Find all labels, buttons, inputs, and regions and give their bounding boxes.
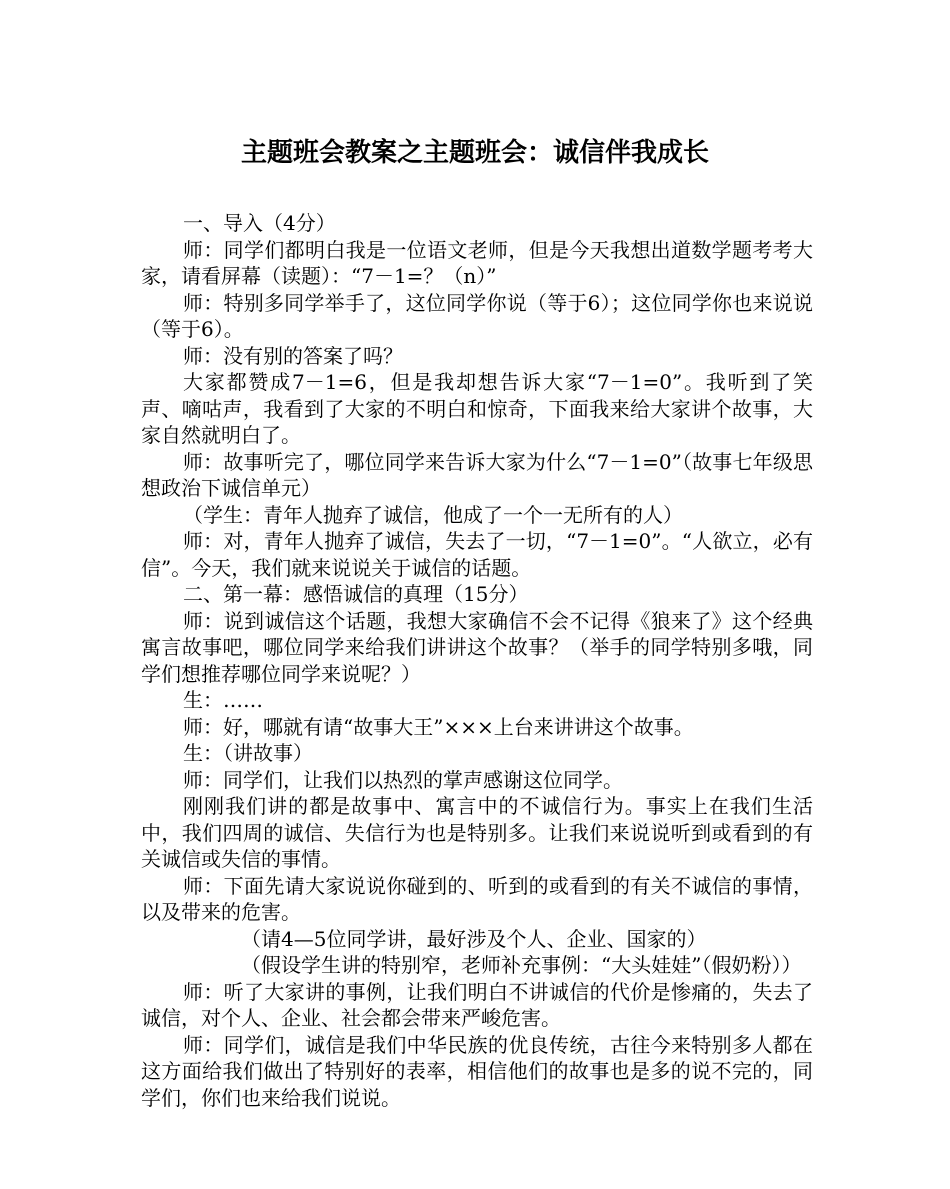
paragraph: （请4—5位同学讲，最好涉及个人、企业、国家的）: [241, 926, 707, 951]
paragraph: （假设学生讲的特别窄，老师补充事例：“大头娃娃”（假奶粉））: [241, 953, 802, 977]
paragraph: 师：故事听完了，哪位同学来告诉大家为什么“7－1=0”（故事七年级思想政治下诚信单元）: [141, 449, 813, 500]
document-title: 主题班会教案之主题班会：诚信伴我成长: [240, 138, 709, 168]
paragraph: 师：听了大家讲的事例，让我们明白不讲诚信的代价是惨痛的，失去了诚信，对个人、企业、社会都会带来严峻危害。: [141, 979, 813, 1030]
paragraph: 师：同学们，让我们以热烈的掌声感谢这位同学。: [183, 767, 623, 792]
paragraph: 师：同学们都明白我是一位语文老师，但是今天我想出道数学题考考大家，请看屏幕（读题）：“7－1=？（n）”: [141, 237, 813, 288]
paragraph: 师：特别多同学举手了，这位同学你说（等于6）；这位同学你也来说说（等于6）。: [141, 290, 813, 341]
paragraph: 一、导入（4分）: [183, 211, 336, 235]
document-body: [141, 210, 813, 1111]
section-heading: 二、第一幕：感悟诚信的真理（15分）: [183, 582, 529, 606]
paragraph: 师：好，哪就有请“故事大王”×××上台来讲讲这个故事。: [183, 714, 694, 739]
paragraph: 师：对，青年人抛弃了诚信，失去了一切，“7－1=0”。“人欲立，必有信”。今天，我们就来说说关于诚信的话题。: [141, 529, 813, 580]
paragraph: 师：没有别的答案了吗？: [183, 343, 403, 368]
paragraph: 生：（讲故事）: [183, 741, 313, 765]
paragraph: 生：……: [183, 688, 263, 712]
paragraph: 刚刚我们讲的都是故事中、寓言中的不诚信行为。事实上在我们生活中，我们四周的诚信、失信行为也是特别多。让我们来说说听到或看到的有关诚信或失信的事情。: [141, 794, 813, 871]
paragraph: 师：说到诚信这个话题，我想大家确信不会不记得《狼来了》这个经典寓言故事吧，哪位同学来给我们讲讲这个故事？（举手的同学特别多哦，同学们想推荐哪位同学来说呢？）: [141, 608, 813, 686]
paragraph: 师：同学们，诚信是我们中华民族的优良传统，古往今来特别多人都在这方面给我们做出了特别好的表率，相信他们的故事也是多的说不完的，同学们，你们也来给我们说说。: [141, 1032, 813, 1110]
paragraph: 师：下面先请大家说说你碰到的、听到的或看到的有关不诚信的事情，以及带来的危害。: [141, 873, 813, 924]
paragraph: 大家都赞成7－1=6，但是我却想告诉大家“7－1=0”。我听到了笑声、嘀咕声，我看到了大家的不明白和惊奇，下面我来给大家讲个故事，大家自然就明白了。: [141, 370, 813, 447]
paragraph: （学生：青年人抛弃了诚信，他成了一个一无所有的人）: [183, 502, 683, 527]
